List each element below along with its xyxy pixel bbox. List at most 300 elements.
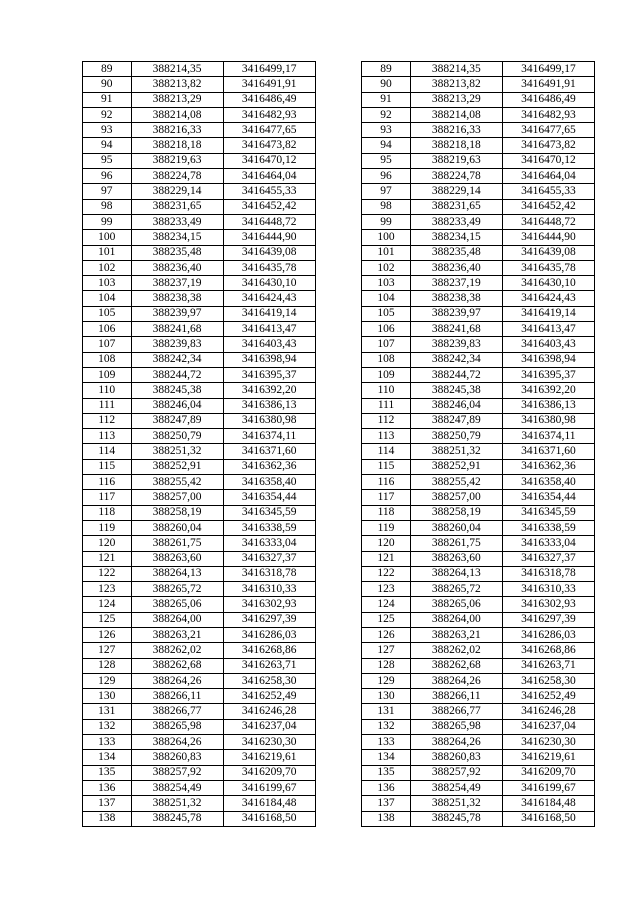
left-point-number-cell: 111: [83, 398, 132, 413]
right-x-coordinate-cell: 388241,68: [410, 322, 502, 337]
left-x-coordinate-cell: 388250,79: [131, 429, 223, 444]
left-point-number-cell: 136: [83, 780, 132, 795]
table-row: [83, 184, 595, 199]
left-x-coordinate-cell: 388216,33: [131, 123, 223, 138]
table-row: [83, 490, 595, 505]
left-point-number-cell: 124: [83, 597, 132, 612]
right-point-number-cell: 122: [362, 566, 411, 581]
left-point-number-cell: 137: [83, 796, 132, 811]
left-x-coordinate-cell: 388234,15: [131, 230, 223, 245]
right-y-coordinate-cell: 3416354,44: [502, 490, 594, 505]
right-point-number-cell: 124: [362, 597, 411, 612]
left-point-number-cell: 134: [83, 750, 132, 765]
left-point-number-cell: 108: [83, 352, 132, 367]
right-point-number-cell: 123: [362, 582, 411, 597]
column-gap: [315, 459, 362, 474]
right-y-coordinate-cell: 3416413,47: [502, 322, 594, 337]
table-row: [83, 138, 595, 153]
right-point-number-cell: 90: [362, 77, 411, 92]
right-y-coordinate-cell: 3416338,59: [502, 520, 594, 535]
left-x-coordinate-cell: 388266,11: [131, 689, 223, 704]
left-x-coordinate-cell: 388242,34: [131, 352, 223, 367]
right-x-coordinate-cell: 388264,00: [410, 612, 502, 627]
column-gap: [315, 444, 362, 459]
column-gap: [315, 520, 362, 535]
right-point-number-cell: 133: [362, 735, 411, 750]
left-y-coordinate-cell: 3416452,42: [223, 199, 315, 214]
right-x-coordinate-cell: 388214,35: [410, 62, 502, 77]
left-point-number-cell: 114: [83, 444, 132, 459]
column-gap: [315, 643, 362, 658]
right-y-coordinate-cell: 3416398,94: [502, 352, 594, 367]
left-point-number-cell: 103: [83, 276, 132, 291]
left-point-number-cell: 90: [83, 77, 132, 92]
right-point-number-cell: 137: [362, 796, 411, 811]
left-y-coordinate-cell: 3416395,37: [223, 367, 315, 382]
right-x-coordinate-cell: 388254,49: [410, 780, 502, 795]
left-y-coordinate-cell: 3416371,60: [223, 444, 315, 459]
left-y-coordinate-cell: 3416354,44: [223, 490, 315, 505]
right-point-number-cell: 103: [362, 276, 411, 291]
right-y-coordinate-cell: 3416395,37: [502, 367, 594, 382]
left-x-coordinate-cell: 388224,78: [131, 169, 223, 184]
column-gap: [315, 383, 362, 398]
right-point-number-cell: 121: [362, 551, 411, 566]
right-point-number-cell: 101: [362, 245, 411, 260]
table-row: [83, 291, 595, 306]
table-row: [83, 796, 595, 811]
right-x-coordinate-cell: 388266,11: [410, 689, 502, 704]
left-x-coordinate-cell: 388252,91: [131, 459, 223, 474]
right-x-coordinate-cell: 388213,82: [410, 77, 502, 92]
right-x-coordinate-cell: 388251,32: [410, 796, 502, 811]
table-row: [83, 123, 595, 138]
left-point-number-cell: 127: [83, 643, 132, 658]
left-x-coordinate-cell: 388241,68: [131, 322, 223, 337]
left-point-number-cell: 100: [83, 230, 132, 245]
right-x-coordinate-cell: 388251,32: [410, 444, 502, 459]
column-gap: [315, 367, 362, 382]
left-point-number-cell: 106: [83, 322, 132, 337]
left-point-number-cell: 104: [83, 291, 132, 306]
left-x-coordinate-cell: 388251,32: [131, 444, 223, 459]
left-x-coordinate-cell: 388263,21: [131, 627, 223, 642]
left-point-number-cell: 94: [83, 138, 132, 153]
right-point-number-cell: 126: [362, 627, 411, 642]
right-y-coordinate-cell: 3416168,50: [502, 811, 594, 826]
right-x-coordinate-cell: 388264,13: [410, 566, 502, 581]
left-point-number-cell: 119: [83, 520, 132, 535]
right-y-coordinate-cell: 3416419,14: [502, 306, 594, 321]
right-y-coordinate-cell: 3416237,04: [502, 719, 594, 734]
right-x-coordinate-cell: 388218,18: [410, 138, 502, 153]
column-gap: [315, 627, 362, 642]
right-y-coordinate-cell: 3416455,33: [502, 184, 594, 199]
left-point-number-cell: 123: [83, 582, 132, 597]
right-point-number-cell: 112: [362, 413, 411, 428]
right-x-coordinate-cell: 388229,14: [410, 184, 502, 199]
column-gap: [315, 306, 362, 321]
right-point-number-cell: 105: [362, 306, 411, 321]
right-point-number-cell: 127: [362, 643, 411, 658]
right-y-coordinate-cell: 3416473,82: [502, 138, 594, 153]
right-x-coordinate-cell: 388219,63: [410, 153, 502, 168]
column-gap: [315, 704, 362, 719]
left-y-coordinate-cell: 3416263,71: [223, 658, 315, 673]
right-y-coordinate-cell: 3416318,78: [502, 566, 594, 581]
left-point-number-cell: 125: [83, 612, 132, 627]
right-point-number-cell: 128: [362, 658, 411, 673]
left-x-coordinate-cell: 388238,38: [131, 291, 223, 306]
right-y-coordinate-cell: 3416184,48: [502, 796, 594, 811]
right-point-number-cell: 131: [362, 704, 411, 719]
left-x-coordinate-cell: 388262,02: [131, 643, 223, 658]
right-x-coordinate-cell: 388237,19: [410, 276, 502, 291]
table-row: [83, 367, 595, 382]
left-y-coordinate-cell: 3416362,36: [223, 459, 315, 474]
right-point-number-cell: 107: [362, 337, 411, 352]
right-y-coordinate-cell: 3416371,60: [502, 444, 594, 459]
left-point-number-cell: 97: [83, 184, 132, 199]
right-y-coordinate-cell: 3416263,71: [502, 658, 594, 673]
left-y-coordinate-cell: 3416327,37: [223, 551, 315, 566]
right-y-coordinate-cell: 3416246,28: [502, 704, 594, 719]
left-point-number-cell: 96: [83, 169, 132, 184]
left-point-number-cell: 130: [83, 689, 132, 704]
column-gap: [315, 230, 362, 245]
left-y-coordinate-cell: 3416392,20: [223, 383, 315, 398]
left-x-coordinate-cell: 388235,48: [131, 245, 223, 260]
left-x-coordinate-cell: 388237,19: [131, 276, 223, 291]
right-point-number-cell: 102: [362, 260, 411, 275]
coordinates-table: [82, 61, 595, 827]
right-x-coordinate-cell: 388239,83: [410, 337, 502, 352]
left-x-coordinate-cell: 388229,14: [131, 184, 223, 199]
right-y-coordinate-cell: 3416439,08: [502, 245, 594, 260]
right-y-coordinate-cell: 3416258,30: [502, 673, 594, 688]
left-x-coordinate-cell: 388236,40: [131, 260, 223, 275]
right-y-coordinate-cell: 3416380,98: [502, 413, 594, 428]
left-point-number-cell: 112: [83, 413, 132, 428]
right-y-coordinate-cell: 3416219,61: [502, 750, 594, 765]
table-row: [83, 337, 595, 352]
left-y-coordinate-cell: 3416448,72: [223, 214, 315, 229]
column-gap: [315, 199, 362, 214]
left-x-coordinate-cell: 388257,92: [131, 765, 223, 780]
left-x-coordinate-cell: 388251,32: [131, 796, 223, 811]
left-point-number-cell: 129: [83, 673, 132, 688]
left-point-number-cell: 107: [83, 337, 132, 352]
table-row: [83, 322, 595, 337]
left-x-coordinate-cell: 388254,49: [131, 780, 223, 795]
left-y-coordinate-cell: 3416444,90: [223, 230, 315, 245]
column-gap: [315, 398, 362, 413]
left-y-coordinate-cell: 3416184,48: [223, 796, 315, 811]
left-x-coordinate-cell: 388219,63: [131, 153, 223, 168]
right-y-coordinate-cell: 3416403,43: [502, 337, 594, 352]
left-point-number-cell: 138: [83, 811, 132, 826]
right-point-number-cell: 104: [362, 291, 411, 306]
right-x-coordinate-cell: 388262,68: [410, 658, 502, 673]
right-y-coordinate-cell: 3416491,91: [502, 77, 594, 92]
left-x-coordinate-cell: 388260,04: [131, 520, 223, 535]
column-gap: [315, 673, 362, 688]
column-gap: [315, 796, 362, 811]
column-gap: [315, 413, 362, 428]
column-gap: [315, 169, 362, 184]
right-x-coordinate-cell: 388263,21: [410, 627, 502, 642]
right-y-coordinate-cell: 3416297,39: [502, 612, 594, 627]
left-x-coordinate-cell: 388260,83: [131, 750, 223, 765]
right-point-number-cell: 110: [362, 383, 411, 398]
right-x-coordinate-cell: 388263,60: [410, 551, 502, 566]
right-y-coordinate-cell: 3416252,49: [502, 689, 594, 704]
left-point-number-cell: 118: [83, 505, 132, 520]
left-point-number-cell: 95: [83, 153, 132, 168]
left-x-coordinate-cell: 388258,19: [131, 505, 223, 520]
left-point-number-cell: 126: [83, 627, 132, 642]
right-x-coordinate-cell: 388214,08: [410, 107, 502, 122]
right-x-coordinate-cell: 388239,97: [410, 306, 502, 321]
right-x-coordinate-cell: 388250,79: [410, 429, 502, 444]
right-x-coordinate-cell: 388252,91: [410, 459, 502, 474]
left-y-coordinate-cell: 3416237,04: [223, 719, 315, 734]
left-point-number-cell: 89: [83, 62, 132, 77]
left-y-coordinate-cell: 3416219,61: [223, 750, 315, 765]
right-point-number-cell: 117: [362, 490, 411, 505]
right-y-coordinate-cell: 3416435,78: [502, 260, 594, 275]
column-gap: [315, 245, 362, 260]
column-gap: [315, 536, 362, 551]
table-row: [83, 612, 595, 627]
right-y-coordinate-cell: 3416268,86: [502, 643, 594, 658]
left-x-coordinate-cell: 388265,06: [131, 597, 223, 612]
left-y-coordinate-cell: 3416419,14: [223, 306, 315, 321]
column-gap: [315, 475, 362, 490]
right-point-number-cell: 100: [362, 230, 411, 245]
right-x-coordinate-cell: 388236,40: [410, 260, 502, 275]
column-gap: [315, 566, 362, 581]
right-y-coordinate-cell: 3416499,17: [502, 62, 594, 77]
right-y-coordinate-cell: 3416464,04: [502, 169, 594, 184]
left-y-coordinate-cell: 3416374,11: [223, 429, 315, 444]
left-x-coordinate-cell: 388255,42: [131, 475, 223, 490]
table-row: [83, 689, 595, 704]
left-point-number-cell: 131: [83, 704, 132, 719]
left-y-coordinate-cell: 3416310,33: [223, 582, 315, 597]
table-row: [83, 230, 595, 245]
column-gap: [315, 750, 362, 765]
left-y-coordinate-cell: 3416486,49: [223, 92, 315, 107]
left-x-coordinate-cell: 388266,77: [131, 704, 223, 719]
left-x-coordinate-cell: 388245,38: [131, 383, 223, 398]
right-x-coordinate-cell: 388234,15: [410, 230, 502, 245]
right-point-number-cell: 132: [362, 719, 411, 734]
left-x-coordinate-cell: 388264,26: [131, 673, 223, 688]
table-row: [83, 536, 595, 551]
left-y-coordinate-cell: 3416302,93: [223, 597, 315, 612]
table-row: [83, 566, 595, 581]
right-point-number-cell: 136: [362, 780, 411, 795]
column-gap: [315, 62, 362, 77]
right-point-number-cell: 97: [362, 184, 411, 199]
right-point-number-cell: 129: [362, 673, 411, 688]
column-gap: [315, 291, 362, 306]
right-y-coordinate-cell: 3416333,04: [502, 536, 594, 551]
left-x-coordinate-cell: 388239,97: [131, 306, 223, 321]
right-x-coordinate-cell: 388247,89: [410, 413, 502, 428]
left-point-number-cell: 115: [83, 459, 132, 474]
right-point-number-cell: 93: [362, 123, 411, 138]
left-point-number-cell: 92: [83, 107, 132, 122]
right-y-coordinate-cell: 3416327,37: [502, 551, 594, 566]
left-x-coordinate-cell: 388231,65: [131, 199, 223, 214]
left-y-coordinate-cell: 3416424,43: [223, 291, 315, 306]
left-y-coordinate-cell: 3416491,91: [223, 77, 315, 92]
right-x-coordinate-cell: 388231,65: [410, 199, 502, 214]
table-row: [83, 169, 595, 184]
left-y-coordinate-cell: 3416435,78: [223, 260, 315, 275]
right-point-number-cell: 120: [362, 536, 411, 551]
right-y-coordinate-cell: 3416199,67: [502, 780, 594, 795]
left-y-coordinate-cell: 3416258,30: [223, 673, 315, 688]
table-row: [83, 750, 595, 765]
right-point-number-cell: 125: [362, 612, 411, 627]
right-point-number-cell: 106: [362, 322, 411, 337]
left-x-coordinate-cell: 388246,04: [131, 398, 223, 413]
left-y-coordinate-cell: 3416398,94: [223, 352, 315, 367]
left-y-coordinate-cell: 3416246,28: [223, 704, 315, 719]
right-y-coordinate-cell: 3416448,72: [502, 214, 594, 229]
left-y-coordinate-cell: 3416268,86: [223, 643, 315, 658]
column-gap: [315, 811, 362, 826]
right-x-coordinate-cell: 388265,98: [410, 719, 502, 734]
column-gap: [315, 77, 362, 92]
right-y-coordinate-cell: 3416486,49: [502, 92, 594, 107]
right-point-number-cell: 109: [362, 367, 411, 382]
column-gap: [315, 658, 362, 673]
left-x-coordinate-cell: 388247,89: [131, 413, 223, 428]
right-x-coordinate-cell: 388213,29: [410, 92, 502, 107]
left-point-number-cell: 110: [83, 383, 132, 398]
left-y-coordinate-cell: 3416499,17: [223, 62, 315, 77]
left-y-coordinate-cell: 3416358,40: [223, 475, 315, 490]
right-x-coordinate-cell: 388255,42: [410, 475, 502, 490]
left-y-coordinate-cell: 3416482,93: [223, 107, 315, 122]
column-gap: [315, 551, 362, 566]
left-point-number-cell: 93: [83, 123, 132, 138]
left-x-coordinate-cell: 388214,35: [131, 62, 223, 77]
table-row: [83, 658, 595, 673]
right-x-coordinate-cell: 388245,78: [410, 811, 502, 826]
column-gap: [315, 429, 362, 444]
column-gap: [315, 276, 362, 291]
table-row: [83, 704, 595, 719]
table-row: [83, 398, 595, 413]
left-point-number-cell: 91: [83, 92, 132, 107]
right-point-number-cell: 114: [362, 444, 411, 459]
right-y-coordinate-cell: 3416482,93: [502, 107, 594, 122]
right-point-number-cell: 96: [362, 169, 411, 184]
table-row: [83, 92, 595, 107]
left-y-coordinate-cell: 3416470,12: [223, 153, 315, 168]
left-y-coordinate-cell: 3416403,43: [223, 337, 315, 352]
left-y-coordinate-cell: 3416464,04: [223, 169, 315, 184]
left-point-number-cell: 116: [83, 475, 132, 490]
left-point-number-cell: 122: [83, 566, 132, 581]
left-x-coordinate-cell: 388239,83: [131, 337, 223, 352]
right-x-coordinate-cell: 388266,77: [410, 704, 502, 719]
right-point-number-cell: 91: [362, 92, 411, 107]
table-row: [83, 780, 595, 795]
left-x-coordinate-cell: 388264,26: [131, 735, 223, 750]
column-gap: [315, 597, 362, 612]
column-gap: [315, 765, 362, 780]
table-row: [83, 475, 595, 490]
left-point-number-cell: 133: [83, 735, 132, 750]
left-point-number-cell: 113: [83, 429, 132, 444]
right-y-coordinate-cell: 3416392,20: [502, 383, 594, 398]
column-gap: [315, 582, 362, 597]
right-y-coordinate-cell: 3416424,43: [502, 291, 594, 306]
column-gap: [315, 107, 362, 122]
left-y-coordinate-cell: 3416297,39: [223, 612, 315, 627]
right-point-number-cell: 138: [362, 811, 411, 826]
left-x-coordinate-cell: 388264,13: [131, 566, 223, 581]
left-y-coordinate-cell: 3416333,04: [223, 536, 315, 551]
right-x-coordinate-cell: 388235,48: [410, 245, 502, 260]
right-x-coordinate-cell: 388242,34: [410, 352, 502, 367]
left-y-coordinate-cell: 3416199,67: [223, 780, 315, 795]
right-y-coordinate-cell: 3416209,70: [502, 765, 594, 780]
right-x-coordinate-cell: 388246,04: [410, 398, 502, 413]
column-gap: [315, 214, 362, 229]
right-point-number-cell: 89: [362, 62, 411, 77]
right-point-number-cell: 92: [362, 107, 411, 122]
left-y-coordinate-cell: 3416338,59: [223, 520, 315, 535]
right-point-number-cell: 99: [362, 214, 411, 229]
right-x-coordinate-cell: 388261,75: [410, 536, 502, 551]
right-y-coordinate-cell: 3416230,30: [502, 735, 594, 750]
table-row: [83, 811, 595, 826]
column-gap: [315, 719, 362, 734]
right-x-coordinate-cell: 388264,26: [410, 673, 502, 688]
left-y-coordinate-cell: 3416380,98: [223, 413, 315, 428]
column-gap: [315, 780, 362, 795]
right-x-coordinate-cell: 388260,04: [410, 520, 502, 535]
right-point-number-cell: 95: [362, 153, 411, 168]
column-gap: [315, 689, 362, 704]
table-row: [83, 199, 595, 214]
right-x-coordinate-cell: 388262,02: [410, 643, 502, 658]
right-y-coordinate-cell: 3416362,36: [502, 459, 594, 474]
table-row: [83, 643, 595, 658]
left-y-coordinate-cell: 3416386,13: [223, 398, 315, 413]
table-row: [83, 520, 595, 535]
table-row: [83, 459, 595, 474]
column-gap: [315, 184, 362, 199]
right-x-coordinate-cell: 388260,83: [410, 750, 502, 765]
left-point-number-cell: 98: [83, 199, 132, 214]
left-point-number-cell: 99: [83, 214, 132, 229]
left-y-coordinate-cell: 3416477,65: [223, 123, 315, 138]
left-x-coordinate-cell: 388263,60: [131, 551, 223, 566]
table-row: [83, 735, 595, 750]
left-x-coordinate-cell: 388265,72: [131, 582, 223, 597]
left-y-coordinate-cell: 3416345,59: [223, 505, 315, 520]
right-x-coordinate-cell: 388265,06: [410, 597, 502, 612]
table-row: [83, 429, 595, 444]
